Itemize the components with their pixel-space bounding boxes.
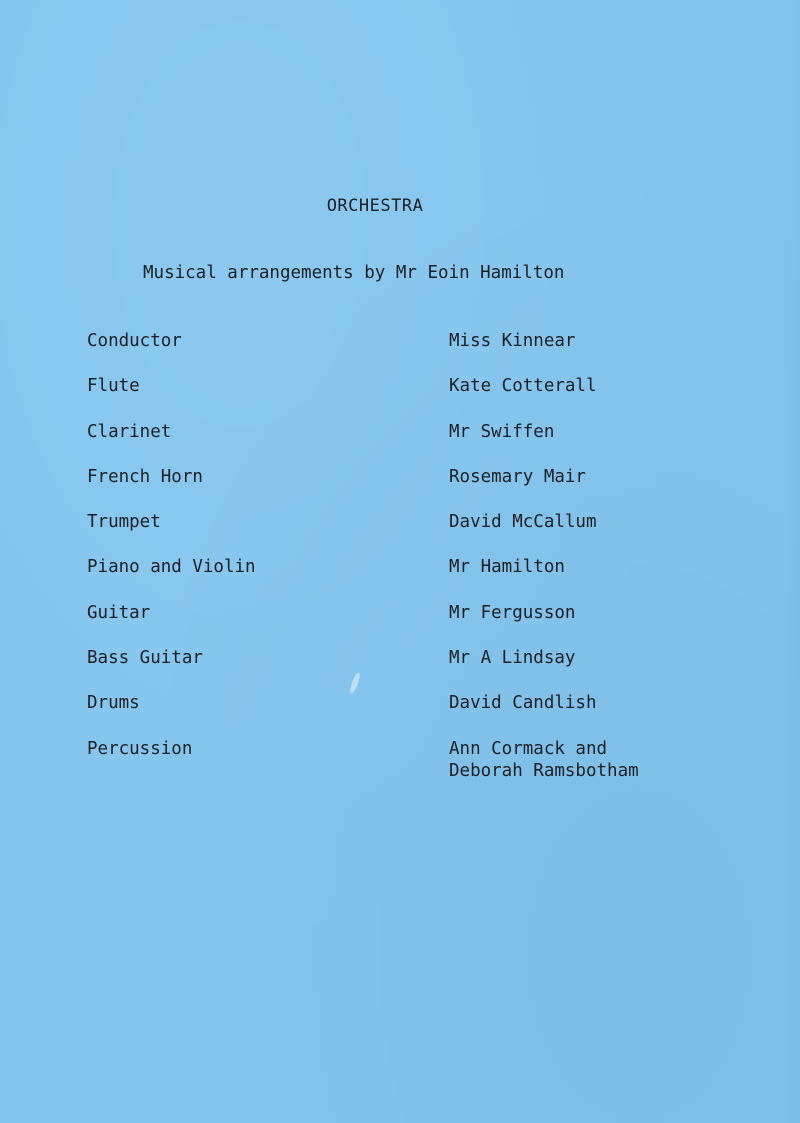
player-name [449, 556, 565, 578]
player-name-line: Kate Cotterall [449, 376, 597, 397]
player-name [449, 466, 586, 488]
instrument-name: Piano and Violin [87, 557, 256, 578]
roster-row [87, 330, 687, 375]
roster-row [87, 375, 687, 420]
player-name [449, 647, 575, 669]
roster-row [87, 602, 687, 647]
player-name-line: Mr Fergusson [449, 602, 576, 623]
player-name [449, 375, 597, 397]
roster-row [87, 692, 687, 737]
player-name [449, 421, 554, 443]
player-name [449, 738, 639, 782]
instrument-name: French Horn [87, 466, 203, 487]
player-name-line: David McCallum [449, 512, 597, 533]
orchestra-roster [87, 330, 687, 783]
player-name [449, 330, 575, 352]
player-name-line: Mr A Lindsay [449, 648, 576, 669]
player-name-line: Mr Swiffen [449, 421, 555, 442]
roster-row [87, 556, 687, 601]
roster-row [87, 466, 687, 511]
paper-edge-shadow [782, 0, 800, 1123]
instrument-name: Trumpet [87, 512, 161, 533]
arrangements-credit: Musical arrangements by Mr Eoin Hamilton [143, 263, 565, 283]
instrument-name: Flute [87, 376, 140, 397]
player-name-line: Miss Kinnear [449, 331, 576, 351]
player-name-line: Rosemary Mair [449, 466, 586, 487]
instrument-name: Clarinet [87, 421, 172, 442]
player-name [449, 511, 597, 533]
player-name-line: David Candlish [449, 693, 597, 714]
roster-row [87, 647, 687, 692]
player-name [449, 602, 575, 624]
player-name-line: Ann Cormack and [449, 738, 608, 759]
player-name [449, 692, 597, 714]
roster-row [87, 738, 687, 783]
instrument-name: Percussion [87, 738, 193, 759]
roster-row [87, 421, 687, 466]
instrument-name: Conductor [87, 331, 182, 351]
roster-row [87, 511, 687, 556]
player-name-line: Mr Hamilton [449, 557, 565, 578]
page-title: ORCHESTRA [326, 196, 424, 216]
instrument-name: Drums [87, 693, 140, 714]
instrument-name: Bass Guitar [87, 648, 203, 669]
instrument-name: Guitar [87, 602, 151, 623]
player-name-line: Deborah Ramsbotham [449, 760, 639, 781]
